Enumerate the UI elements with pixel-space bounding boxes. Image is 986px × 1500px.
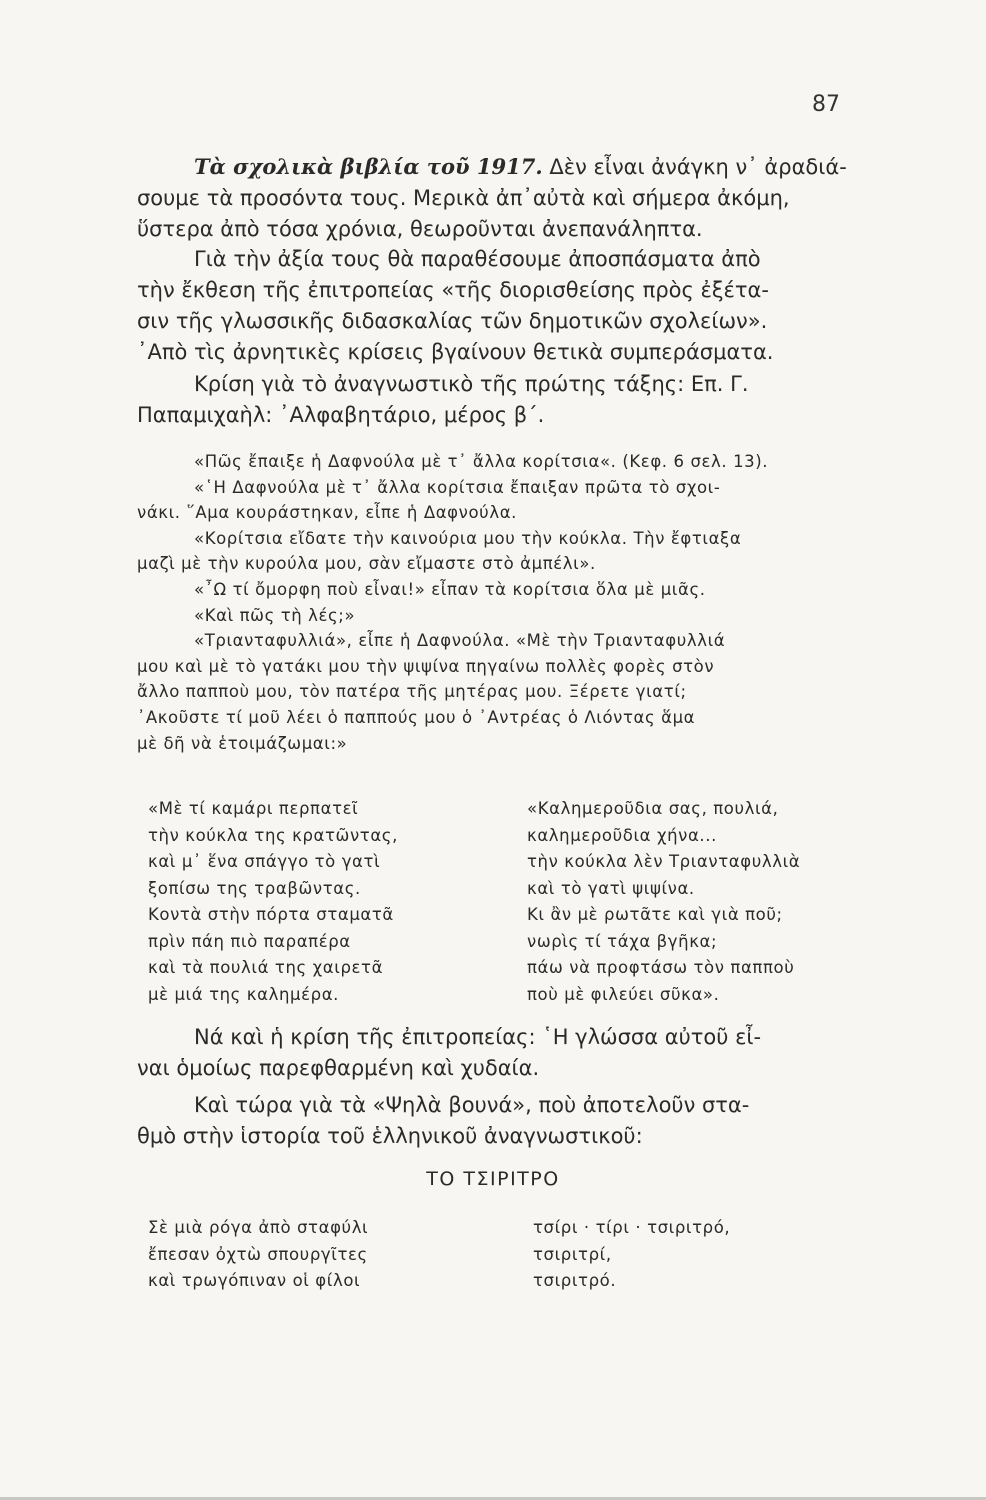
quoted-excerpt [137, 449, 857, 756]
text-line: Νά καὶ ἡ κρίση τῆς ἐπιτροπείας: ῾Η γλώσσα αὐτοῦ εἶ- [194, 1025, 762, 1049]
quote-line: «Καὶ πῶς τὴ λές;» [194, 605, 356, 625]
poem-line: «Μὲ τί καμάρι περπατεῖ [148, 799, 359, 818]
text-line: τὴν ἔκθεση τῆς ἐπιτροπείας «τῆς διορισθείσης πρὸς ἐξέτα- [137, 278, 769, 302]
text-line: ὕστερα ἀπὸ τόσα χρόνια, θεωροῦνται ἀνεπανάληπτα. [137, 217, 703, 241]
text-line: σιν τῆς γλωσσικῆς διδασκαλίας τῶν δημοτικῶν σχολείων». [137, 309, 768, 333]
intro-paragraph [137, 151, 857, 245]
poem2-left-column [148, 1215, 368, 1295]
text-line: Παπαμιχαὴλ: ᾽Αλφαβητάριο, μέρος β΄. [137, 403, 545, 427]
poem-line: ποὺ μὲ φιλεύει σῦκα». [527, 984, 720, 1004]
page-number: 87 [812, 92, 840, 117]
poem-line: καὶ μ᾽ ἕνα σπάγγο τὸ γατὶ [148, 852, 381, 871]
poem-right-column [527, 796, 800, 1008]
poem-line: Κι ἂν μὲ ρωτᾶτε καὶ γιὰ ποῦ; [527, 905, 783, 924]
text-line: ᾽Απὸ τὶς ἀρνητικὲς κρίσεις βγαίνουν θετικὰ συμπεράσματα. [137, 340, 774, 364]
poem-line: τσιριτρί, [533, 1244, 612, 1264]
poem-line: ξοπίσω της τραβῶντας. [148, 878, 361, 898]
text-line: σουμε τὰ προσόντα τους. Μερικὰ ἀπ᾽αὐτὰ καὶ σήμερα ἀκόμη, [137, 186, 790, 210]
poem-line: πρὶν πάη πιὸ παραπέρα [148, 931, 351, 951]
poem-line: τὴν κούκλα της κρατῶντας, [148, 825, 398, 845]
poem-line: τσιριτρό. [533, 1271, 617, 1290]
text-line: Γιὰ τὴν ἀξία τους θὰ παραθέσουμε ἀποσπάσματα ἀπὸ [194, 247, 761, 271]
paragraph-5 [137, 1090, 857, 1152]
poem-line: καὶ τρωγόπιναν οἱ φίλοι [148, 1271, 361, 1290]
intro-line-1-rest: Δὲν εἶναι ἀνάγκη ν᾽ ἀραδιά- [542, 155, 847, 179]
quote-line: ἄλλο παπποὺ μου, τὸν πατέρα τῆς μητέρας μου. Ξέρετε γιατί; [137, 682, 687, 702]
poem-line: ἔπεσαν ὀχτὼ σπουργῖτες [148, 1244, 368, 1264]
poem-line: πάω νὰ προφτάσω τὸν παπποὺ [527, 958, 795, 977]
quote-line: μαζὶ μὲ τὴν κυρούλα μου, σὰν εἴμαστε στὸ ἀμπέλι». [137, 554, 596, 574]
quote-line: ᾽Ακοῦστε τί μοῦ λέει ὁ παππούς μου ὁ ᾽Αντρέας ὁ Λιόντας ἅμα [137, 707, 696, 727]
quote-line: «Κορίτσια εἴδατε τὴν καινούρια μου τὴν κούκλα. Τὴν ἔφτιαξα [194, 528, 742, 548]
intro-line-1 [137, 151, 857, 183]
poem-line: καὶ τὰ πουλιά της χαιρετᾶ [148, 958, 384, 977]
poem-line: νωρὶς τί τάχα βγῆκα; [527, 931, 718, 951]
paragraph-2 [137, 244, 857, 368]
poem-title: ΤΟ ΤΣΙΡΙΤΡΟ [426, 1168, 560, 1190]
quote-line: «Πῶς ἔπαιξε ἡ Δαφνούλα μὲ τ᾽ ἄλλα κορίτσια«. (Κεφ. 6 σελ. 13). [194, 452, 769, 471]
poem-line: τὴν κούκλα λὲν Τριανταφυλλιὰ [527, 852, 801, 871]
quote-line: «῾Η Δαφνούλα μὲ τ᾽ ἄλλα κορίτσια ἔπαιξαν πρῶτα τὸ σχοι- [194, 477, 721, 497]
quote-line: «῏Ω τί ὄμορφη ποὺ εἶναι!» εἶπαν τὰ κορίτσια ὅλα μὲ μιᾶς. [194, 579, 706, 599]
poem-line: «Καλημεροῦδια σας, πουλιά, [527, 799, 779, 818]
section-heading: Τὰ σχολικὰ βιβλία τοῦ 1917. [194, 154, 543, 179]
poem-line: καὶ τὸ γατὶ ψιψίνα. [527, 878, 695, 898]
paragraph-4 [137, 1022, 857, 1084]
paragraph-3 [137, 369, 857, 431]
quote-line: μὲ δῆ νὰ ἑτοιμάζωμαι:» [137, 733, 348, 753]
poem-line: Κοντὰ στὴν πόρτα σταματᾶ [148, 905, 394, 924]
poem-left-column [148, 796, 398, 1008]
poem-line: καλημεροῦδια χήνα... [527, 825, 717, 845]
quote-line: μου καὶ μὲ τὸ γατάκι μου τὴν ψιψίνα πηγαίνω πολλὲς φορὲς στὸν [137, 656, 715, 676]
poem-line: μὲ μιά της καλημέρα. [148, 984, 340, 1004]
quote-line: νάκι. ῞Αμα κουράστηκαν, εἶπε ἡ Δαφνούλα. [137, 503, 518, 523]
quote-line: «Τριανταφυλλιά», εἶπε ἡ Δαφνούλα. «Μὲ τὴν Τριανταφυλλιά [194, 631, 726, 651]
poem-line: Σὲ μιὰ ρόγα ἀπὸ σταφύλι [148, 1218, 369, 1237]
poem-line: τσίρι · τίρι · τσιριτρό, [533, 1218, 731, 1237]
text-line: θμὸ στὴν ἱστορία τοῦ ἑλληνικοῦ ἀναγνωστικοῦ: [137, 1124, 643, 1148]
text-line: ναι ὁμοίως παρεφθαρμένη καὶ χυδαία. [137, 1056, 540, 1080]
text-line: Κρίση γιὰ τὸ ἀναγνωστικὸ τῆς πρώτης τάξης: Επ. Γ. [194, 372, 749, 396]
text-line: Καὶ τώρα γιὰ τὰ «Ψηλὰ βουνά», ποὺ ἀποτελοῦν στα- [194, 1093, 750, 1117]
poem2-right-column [533, 1215, 730, 1295]
